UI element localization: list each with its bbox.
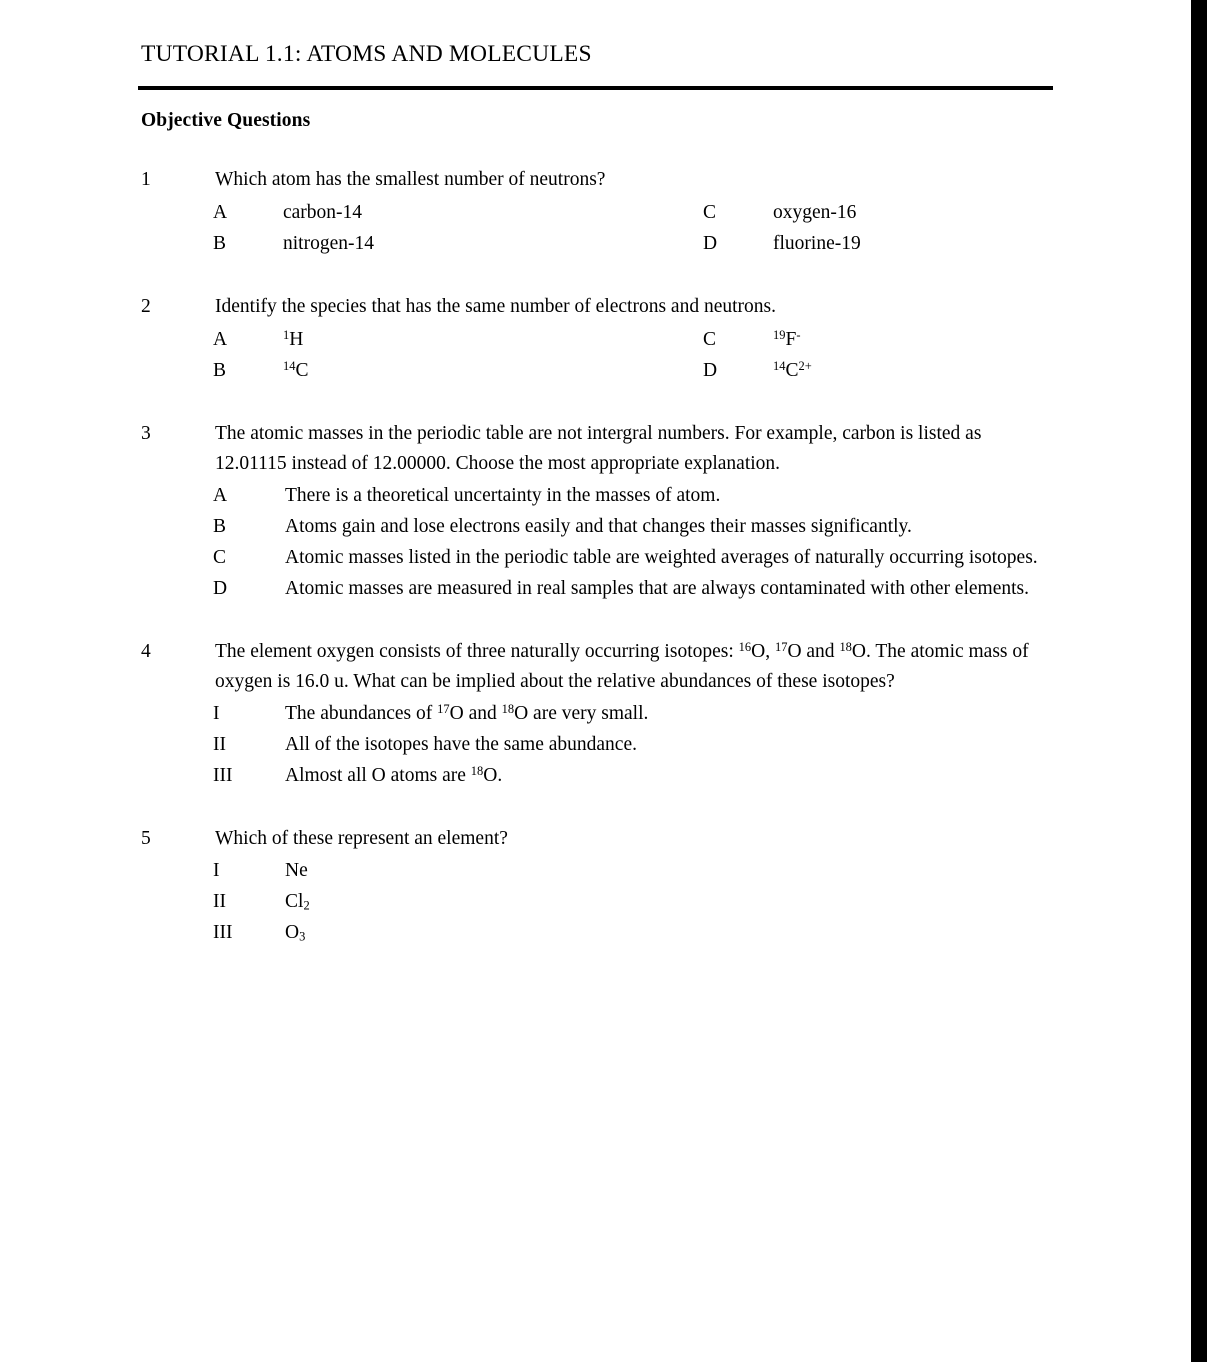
option-label[interactable]: B xyxy=(213,360,227,382)
option-label[interactable]: D xyxy=(703,233,718,255)
option-label[interactable]: II xyxy=(213,891,226,913)
option-text[interactable]: Ne xyxy=(285,860,308,882)
question-number: 3 xyxy=(141,423,151,445)
option-text[interactable]: All of the isotopes have the same abundance. xyxy=(285,734,637,756)
option-text[interactable]: Atomic masses are measured in real samples that are always contaminated with other elements. xyxy=(285,578,1029,600)
option-text[interactable]: Almost all O atoms are $^{18}$O. xyxy=(285,764,503,787)
option-row[interactable] xyxy=(213,856,1054,886)
question-stem: Identify the species that has the same number of electrons and neutrons. xyxy=(215,296,776,318)
question-5 xyxy=(138,824,1054,948)
section-heading: Objective Questions xyxy=(141,110,311,132)
option-label[interactable]: D xyxy=(213,578,228,600)
option-text[interactable]: Atomic masses listed in the periodic table are weighted averages of naturally occurring isotopes. xyxy=(285,547,1038,569)
question-stem: Which of these represent an element? xyxy=(215,828,508,850)
option-row[interactable] xyxy=(213,887,1054,917)
option-label[interactable]: C xyxy=(213,547,227,569)
option-label[interactable]: C xyxy=(703,202,717,224)
option-label[interactable]: B xyxy=(213,233,227,255)
option-row[interactable] xyxy=(213,481,1054,511)
option-label[interactable]: A xyxy=(213,485,228,507)
option-label[interactable]: II xyxy=(213,734,226,756)
option-text[interactable]: $^{14}C^{2+}$ xyxy=(773,359,812,382)
option-text[interactable]: oxygen-16 xyxy=(773,202,857,224)
option-text[interactable]: $O_3$ xyxy=(285,922,306,944)
option-label[interactable]: B xyxy=(213,516,227,538)
question-1 xyxy=(138,165,1054,259)
option-row[interactable] xyxy=(213,574,1054,604)
option-grid xyxy=(213,324,1054,386)
title-divider xyxy=(138,86,1053,90)
option-label[interactable]: A xyxy=(213,329,228,351)
option-row[interactable] xyxy=(213,512,1054,542)
question-stem: The element oxygen consists of three naturally occurring isotopes: $^{16}$O, $^{17}$O and $^{18}$O. The atomic mass of oxygen is 16.0 u. What can be implied about the relative abundances of these isotopes? xyxy=(215,640,1029,693)
option-label[interactable]: D xyxy=(703,360,718,382)
page-content xyxy=(138,40,1054,948)
question-number: 1 xyxy=(141,169,151,191)
option-text[interactable]: $^{19}$F- xyxy=(773,328,801,351)
option-text[interactable]: carbon-14 xyxy=(283,202,363,224)
option-text[interactable]: $^{14}$C xyxy=(283,359,309,382)
question-3 xyxy=(138,419,1054,604)
option-text[interactable]: Atoms gain and lose electrons easily and that changes their masses significantly. xyxy=(285,516,912,538)
question-number: 4 xyxy=(141,641,151,663)
option-list xyxy=(213,481,1054,604)
option-text[interactable]: The abundances of $^{17}$O and $^{18}$O are very small. xyxy=(285,702,649,725)
option-row[interactable] xyxy=(213,761,1054,791)
option-text[interactable]: fluorine-19 xyxy=(773,233,861,255)
page-title: TUTORIAL 1.1: ATOMS AND MOLECULES xyxy=(141,41,592,67)
option-list xyxy=(213,856,1054,948)
option-text[interactable]: There is a theoretical uncertainty in the masses of atom. xyxy=(285,485,721,507)
option-text[interactable]: nitrogen-14 xyxy=(283,233,374,255)
option-list xyxy=(213,699,1054,791)
option-label[interactable]: III xyxy=(213,765,233,787)
scan-edge-band xyxy=(1191,0,1207,1362)
option-grid xyxy=(213,197,1054,259)
option-row[interactable] xyxy=(213,699,1054,729)
option-label[interactable]: A xyxy=(213,202,228,224)
option-label[interactable]: I xyxy=(213,860,220,882)
option-text[interactable]: $^1$H xyxy=(283,328,304,351)
option-text[interactable]: $Cl_2$ xyxy=(285,891,310,913)
option-label[interactable]: III xyxy=(213,922,233,944)
option-label[interactable]: I xyxy=(213,703,220,725)
question-4 xyxy=(138,637,1054,791)
questions-list xyxy=(138,165,1054,948)
question-2 xyxy=(138,292,1054,386)
option-label[interactable]: C xyxy=(703,329,717,351)
question-stem: Which atom has the smallest number of neutrons? xyxy=(215,169,606,191)
option-row[interactable] xyxy=(213,730,1054,760)
question-number: 2 xyxy=(141,296,151,318)
question-stem: The atomic masses in the periodic table are not intergral numbers. For example, carbon is listed as 12.01115 instead of 12.00000. Choose the most appropriate explanation. xyxy=(215,423,982,475)
question-number: 5 xyxy=(141,828,151,850)
option-row[interactable] xyxy=(213,918,1054,948)
option-row[interactable] xyxy=(213,543,1054,573)
